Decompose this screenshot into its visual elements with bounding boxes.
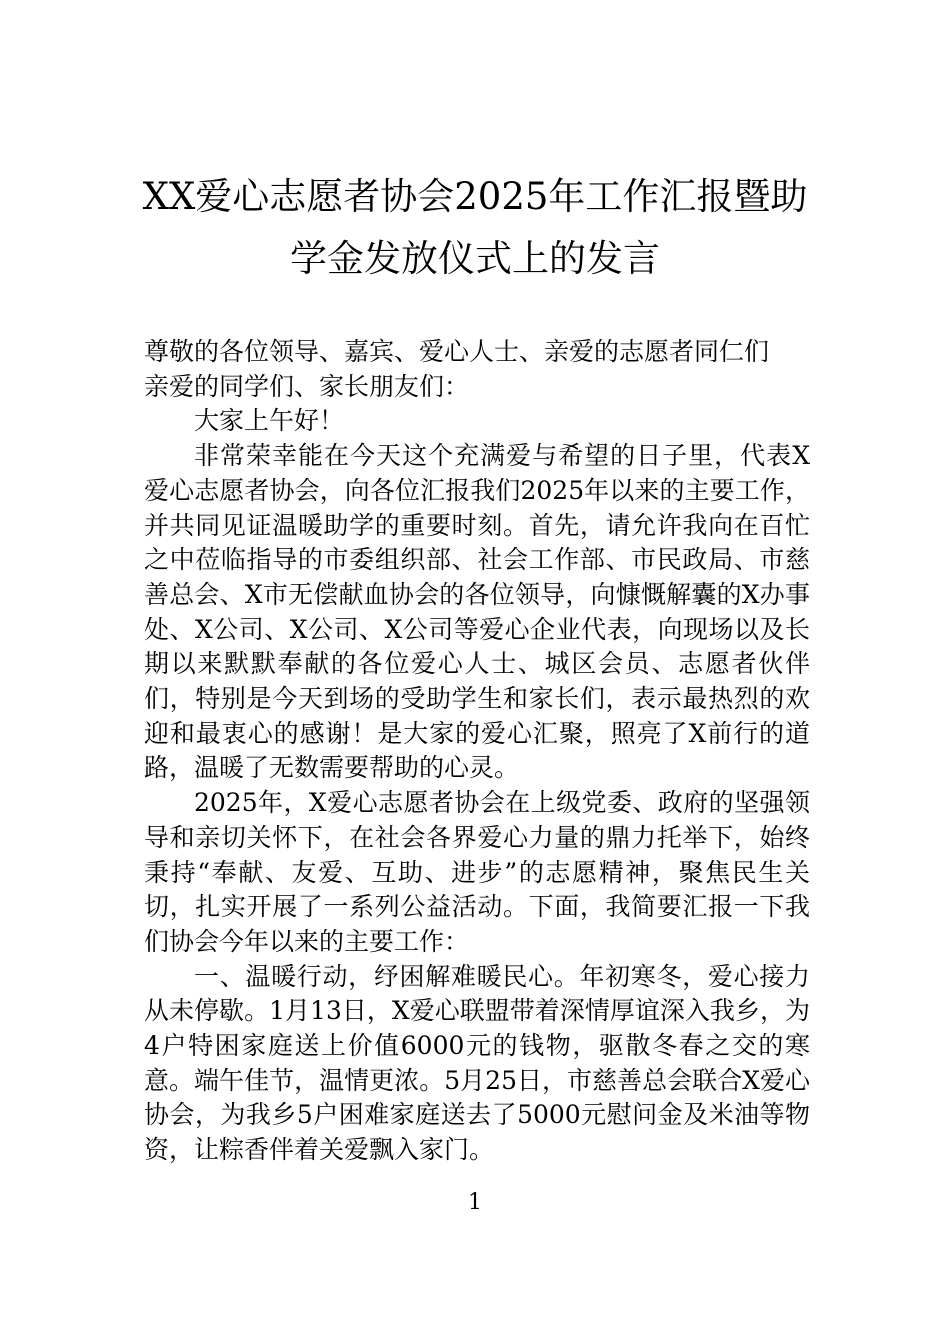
paragraph-2: 2025年，X爱心志愿者协会在上级党委、政府的坚强领导和亲切关怀下，在社会各界爱心力量的鼎力托举下，始终秉持“奉献、友爱、互助、进步”的志愿精神，聚焦民生关切，扎实开展了一系列公益活动。下面，我简要汇报一下我们协会今年以来的主要工作：: [144, 788, 810, 956]
greeting: 大家上午好！: [194, 406, 345, 436]
paragraph-3: 一、温暖行动，纾困解难暖民心。年初寒冬，爱心接力从未停歇。1月13日，X爱心联盟带着深情厚谊深入我乡，为4户特困家庭送上价值6000元的钱物，驱散冬春之交的寒意。端午佳节，温情更浓。5月25日，市慈善总会联合X爱心协会，为我乡5户困难家庭送去了5000元慰问金及米油等物资，让粽香伴着关爱飘入家门。: [144, 961, 810, 1165]
title-line-2: 学金发放仪式上的发言: [290, 237, 660, 280]
page-number: 1: [468, 1190, 482, 1215]
salutation-line-2: 亲爱的同学们、家长朋友们：: [144, 371, 470, 401]
document-body: [144, 335, 810, 1168]
salutation-line-1: 尊敬的各位领导、嘉宾、爱心人士、亲爱的志愿者同仁们: [144, 337, 770, 366]
document-title: [120, 166, 830, 290]
title-line-1: XX爱心志愿者协会2025年工作汇报暨助: [142, 175, 808, 218]
paragraph-1: 非常荣幸能在今天这个充满爱与希望的日子里，代表X爱心志愿者协会，向各位汇报我们2025年以来的主要工作，并共同见证温暖助学的重要时刻。首先，请允许我向在百忙之中莅临指导的市委组织部、社会工作部、市民政局、市慈善总会、X市无偿献血协会的各位领导，向慷慨解囊的X办事处、X公司、X公司、X公司等爱心企业代表，向现场以及长期以来默默奉献的各位爱心人士、城区会员、志愿者伙伴们，特别是今天到场的受助学生和家长们，表示最热烈的欢迎和最衷心的感谢！是大家的爱心汇聚，照亮了X前行的道路，温暖了无数需要帮助的心灵。: [144, 441, 810, 783]
